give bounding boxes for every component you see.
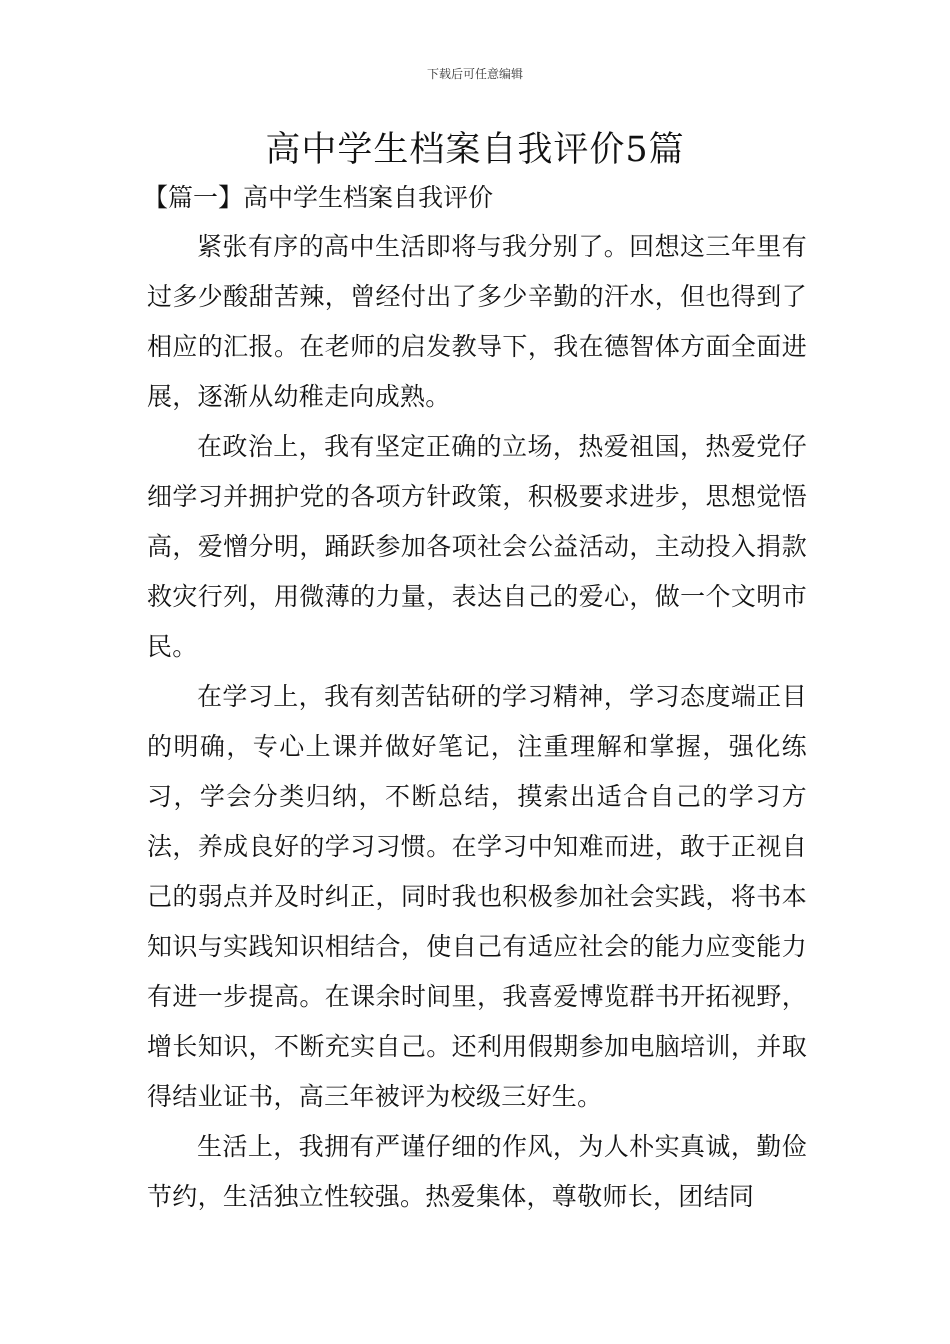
header-note: 下载后可任意编辑 [426, 67, 523, 81]
section-heading: 【篇一】高中学生档案自我评价 [143, 183, 494, 212]
paragraph-study: 在学习上，我有刻苦钻研的学习精神，学习态度端正目的明确，专心上课并做好笔记，注重理解和掌握，强化练习，学会分类归纳，不断总结，摸索出适合自己的学习方法，养成良好的学习习惯。在学习中知难而进，敢于正视自己的弱点并及时纠正，同时我也积极参加社会实践，将书本知识与实践知识相结合，使自己有适应社会的能力应变能力有进一步提高。在课余时间里，我喜爱博览群书开拓视野，增长知识，不断充实自己。还利用假期参加电脑培训，并取得结业证书，高三年被评为校级三好生。 [147, 682, 807, 1111]
paragraph-intro: 紧张有序的高中生活即将与我分别了。回想这三年里有过多少酸甜苦辣，曾经付出了多少辛勤的汗水，但也得到了相应的汇报。在老师的启发教导下，我在德智体方面全面进展，逐渐从幼稚走向成熟。 [147, 232, 807, 411]
document-body [143, 178, 807, 1222]
document-title: 高中学生档案自我评价5篇 [265, 130, 685, 170]
paragraph-life: 生活上，我拥有严谨仔细的作风，为人朴实真诚，勤俭节约，生活独立性较强。热爱集体，尊敬师长，团结同 [147, 1132, 807, 1211]
paragraph-politics: 在政治上，我有坚定正确的立场，热爱祖国，热爱党仔细学习并拥护党的各项方针政策，积极要求进步，思想觉悟高，爱憎分明，踊跃参加各项社会公益活动，主动投入捐款救灾行列，用微薄的力量，表达自己的爱心，做一个文明市民。 [147, 432, 807, 661]
